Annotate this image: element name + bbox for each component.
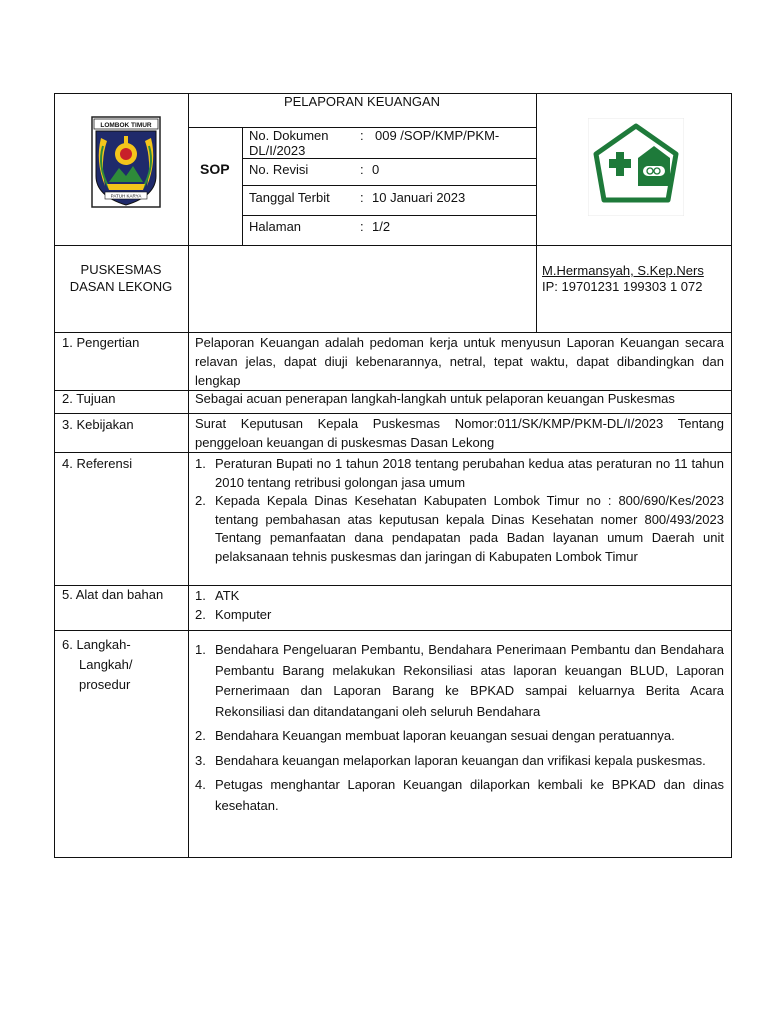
list-number: 3. — [195, 752, 206, 768]
section-label-alat: 5. Alat dan bahan — [62, 587, 164, 602]
sop-label: SOP — [200, 161, 230, 177]
doc-number-label: No. Dokumen — [249, 128, 329, 143]
signer-ip: IP: 19701231 199303 1 072 — [542, 279, 703, 294]
list-number: 1. — [195, 588, 206, 603]
row-divider — [54, 245, 732, 246]
header-divider — [242, 215, 536, 216]
list-text: Bendahara Keuangan membuat laporan keuangan sesuai dengan peratuannya. — [215, 728, 675, 743]
list-item — [195, 640, 724, 722]
issue-date-value: 10 Januari 2023 — [372, 190, 466, 205]
section-label-pengertian: 1. Pengertian — [62, 335, 140, 350]
list-text: ATK — [215, 588, 240, 603]
revision-colon: : — [360, 162, 364, 177]
revision-label: No. Revisi — [249, 162, 309, 177]
pengertian-text: Pelaporan Keuangan adalah pedoman kerja untuk menyusun Laporan Keuangan secara relavan jelas, dapat diuji kebenarannya, netral, tepat waktu, dapat dibandingkan dan lengkap — [195, 335, 724, 388]
doc-number-value-cont: DL/I/2023 — [249, 143, 306, 158]
page-colon: : — [360, 219, 364, 234]
revision-value: 0 — [372, 162, 380, 177]
col-divider — [242, 127, 243, 245]
list-number: 1. — [195, 642, 206, 657]
page-label: Halaman — [249, 219, 302, 234]
list-number: 4. — [195, 777, 206, 792]
kebijakan-text: Surat Keputusan Kepala Puskesmas Nomor:011/SK/KMP/PKM-DL/I/2023 Tentang penggeloan keuangan di puskesmas Dasan Lekong — [195, 416, 724, 450]
document-title: PELAPORAN KEUANGAN — [283, 94, 441, 109]
doc-number-colon: : — [360, 128, 364, 143]
list-text: Bendahara keuangan melaporkan laporan keuangan dan vrifikasi kepala puskesmas. — [215, 752, 706, 768]
section-label-referensi: 4. Referensi — [62, 456, 133, 471]
header-divider — [242, 185, 536, 186]
list-number: 1. — [195, 456, 206, 471]
list-number: 2. — [195, 607, 206, 622]
doc-number-value: 009 /SOP/KMP/PKM- — [375, 128, 500, 143]
signer-name: M.Hermansyah, S.Kep.Ners — [542, 263, 704, 278]
list-number: 2. — [195, 493, 206, 508]
lombok-timur-emblem-icon — [91, 116, 161, 208]
list-text: Kepada Kepala Dinas Kesehatan Kabupaten Lombok Timur no : 800/690/Kes/2023 tentang pembahasan atas keputusan kepala Dinas Kesehatan nomer 800/493/2023 Tentang pemanfaatan dana pendapatan pada Badan layanan umum Daerah unit pelaksanaan tehnis puskesmas dan jaringan di Kabupaten Lombok Timur — [215, 493, 724, 564]
list-text: Komputer — [215, 607, 272, 622]
langkah-list — [195, 640, 724, 816]
issue-date-colon: : — [360, 190, 364, 205]
list-item — [195, 455, 724, 492]
tujuan-text: Sebagai acuan penerapan langkah-langkah untuk pelaporan keuangan Puskesmas — [195, 391, 675, 406]
emblem-title: LOMBOK TIMUR — [100, 122, 152, 129]
list-item — [195, 751, 724, 772]
referensi-list — [195, 455, 724, 566]
list-item — [195, 775, 724, 816]
alat-list — [195, 586, 724, 624]
list-item — [195, 492, 724, 566]
list-text: Petugas menghantar Laporan Keuangan dilaporkan kembali ke BPKAD dan dinas kesehatan. — [215, 777, 724, 813]
section-label-langkah: 6. Langkah- — [62, 637, 131, 652]
row-divider — [54, 452, 732, 453]
list-item — [195, 586, 724, 605]
col-divider — [188, 93, 189, 858]
org-name-line1: PUSKESMAS — [80, 262, 162, 277]
col-divider — [536, 93, 537, 333]
list-number: 2. — [195, 728, 206, 743]
puskesmas-logo-icon — [588, 118, 684, 216]
section-label-kebijakan: 3. Kebijakan — [62, 417, 134, 432]
issue-date-label: Tanggal Terbit — [249, 190, 330, 205]
section-label-tujuan: 2. Tujuan — [62, 391, 116, 406]
row-divider — [54, 630, 732, 631]
page-value: 1/2 — [372, 219, 391, 234]
list-item — [195, 726, 724, 747]
list-item — [195, 605, 724, 624]
section-label-langkah-3: prosedur — [79, 677, 131, 692]
emblem-banner: PATUH KARYA — [110, 193, 142, 199]
section-label-langkah-2: Langkah/ — [79, 657, 133, 672]
list-text: Peraturan Bupati no 1 tahun 2018 tentang perubahan kedua atas peraturan no 11 tahun 2010 tentang retribusi golongan jasa umum — [215, 456, 724, 490]
org-name-line2: DASAN LEKONG — [69, 279, 173, 294]
list-text: Bendahara Pengeluaran Pembantu, Bendahara Penerimaan Pembantu dan Bendahara Pembantu Barang melakukan Rekonsiliasi atas laporan keuangan BLUD, Laporan Pernerimaan dan Laporan Barang ke BPKAD sampai keluarnya Berita Acara Rekonsiliasi dan ditandatangani oleh seluruh Bendahara — [215, 642, 724, 719]
